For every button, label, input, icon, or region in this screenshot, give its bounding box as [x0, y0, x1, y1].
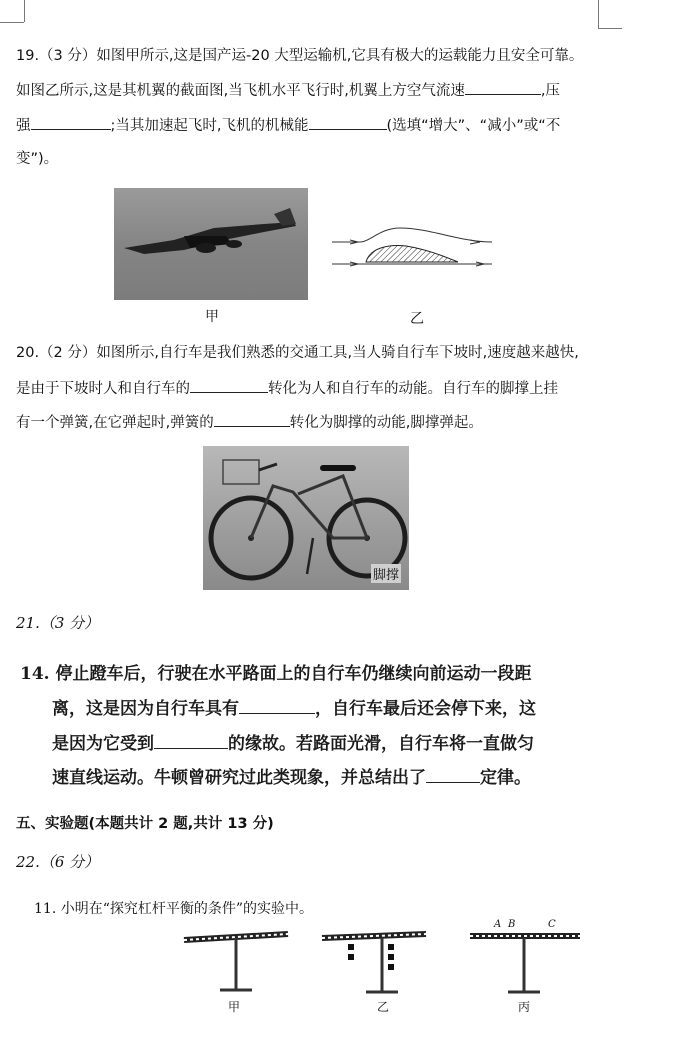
plane-icon	[114, 188, 308, 300]
lever-label-b: B	[508, 919, 516, 930]
caption-lever-yi: 乙	[377, 1000, 390, 1014]
q20-line2-tail: 转化为人和自行车的动能。自行车的脚撑上挂	[268, 381, 558, 397]
q19-line3-tail: (选填“增大”、“减小”或“不	[386, 118, 561, 134]
q21-line3-text: 是因为它受到	[52, 734, 154, 754]
q21-line2-tail: ，自行车最后还会停下来，这	[315, 699, 536, 719]
caption-jia: 甲	[205, 309, 219, 325]
q19-line3	[16, 115, 560, 136]
q19-blank-3[interactable]	[309, 115, 387, 130]
corner-mark-right-h	[598, 28, 622, 29]
kickstand-label: 脚撑	[371, 564, 401, 583]
q19-line2-tail: ,压	[540, 83, 560, 99]
bicycle-photo	[203, 446, 409, 590]
q21-line2	[52, 697, 536, 720]
q20-blank-2[interactable]	[214, 412, 290, 427]
q21-line3	[52, 732, 534, 755]
q22-number: 22.（6 分）	[16, 853, 100, 871]
lever-bing	[470, 936, 580, 992]
lever-jia	[184, 934, 288, 990]
lever-label-a: A	[494, 919, 502, 930]
q21-line1: 14. 停止蹬车后，行驶在水平路面上的自行车仍继续向前运动一段距	[20, 664, 532, 684]
q21-line2-text: 离，这是因为自行车具有	[52, 699, 239, 719]
q21-blank-3[interactable]	[426, 766, 480, 783]
q21-line3-tail: 的缘故。若路面光滑，自行车将一直做匀	[228, 734, 534, 754]
lever-yi	[322, 934, 426, 992]
q19-line2-text: 如图乙所示,这是其机翼的截面图,当飞机水平飞行时,机翼上方空气流速	[16, 83, 465, 99]
corner-mark-left	[24, 0, 25, 22]
q20-line3	[16, 412, 483, 433]
q21-number: 21.（3 分）	[16, 614, 100, 632]
q21-blank-1[interactable]	[239, 697, 315, 714]
q19-line2	[16, 80, 560, 101]
q20-line2-text: 是由于下坡时人和自行车的	[16, 381, 190, 397]
q20-blank-1[interactable]	[190, 378, 268, 393]
q21-line4	[52, 766, 531, 789]
q19-line3-text: 强	[16, 118, 31, 134]
q19-blank-1[interactable]	[465, 80, 541, 95]
q19-line3-mid: ;当其加速起飞时,飞机的机械能	[110, 118, 309, 134]
q20-line1: 20.（2 分）如图所示,自行车是我们熟悉的交通工具,当人骑自行车下坡时,速度越来越快,	[16, 345, 579, 361]
q19-line1: 19.（3 分）如图甲所示,这是国产运-20 大型运输机,它具有极大的运载能力且安全可靠。	[16, 48, 584, 64]
corner-mark-right	[598, 0, 599, 28]
q22-line1: 11. 小明在“探究杠杆平衡的条件”的实验中。	[34, 901, 314, 917]
q19-blank-2[interactable]	[31, 115, 111, 130]
corner-mark-left-h	[0, 22, 24, 23]
caption-lever-jia: 甲	[228, 1000, 241, 1014]
q20-line3-tail: 转化为脚撑的动能,脚撑弹起。	[289, 415, 483, 431]
plane-photo	[114, 188, 308, 300]
q21-line4-tail: 定律。	[480, 768, 531, 788]
q20-line2	[16, 378, 558, 399]
q21-line4-text: 速直线运动。牛顿曾研究过此类现象，并总结出了	[52, 768, 426, 788]
wing-section-diagram	[330, 222, 496, 278]
lever-label-c: C	[548, 919, 556, 930]
section-title: 五、实验题(本题共计 2 题,共计 13 分)	[16, 816, 274, 832]
q19-line4: 变”)。	[16, 151, 59, 167]
q21-blank-2[interactable]	[154, 732, 228, 749]
caption-lever-bing: 丙	[518, 1000, 531, 1014]
q20-line3-text: 有一个弹簧,在它弹起时,弹簧的	[16, 415, 214, 431]
caption-yi: 乙	[410, 311, 424, 327]
